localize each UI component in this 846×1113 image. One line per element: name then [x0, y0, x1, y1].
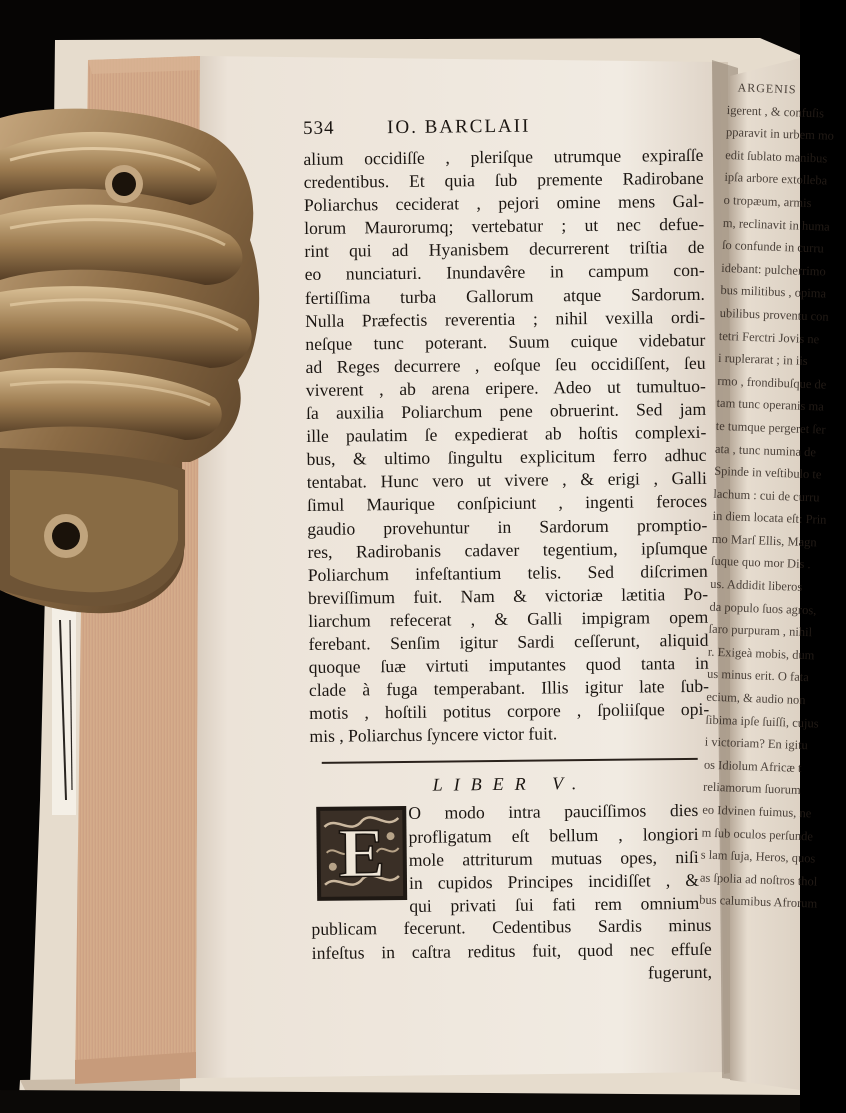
text-line: ſimul Maurique conſpiciunt , ingenti feroces: [306, 491, 708, 516]
catchword: fugerunt,: [647, 961, 713, 983]
facing-text-line: i ruplerarat ; in iis: [717, 350, 808, 369]
facing-text-line: s lam ſuja, Heros, quos: [700, 847, 816, 866]
facing-text-line: i victoriam? En igitu: [704, 734, 809, 753]
text-line: quoque ſuæ virtuti imputantes quod tanta in: [308, 652, 709, 678]
text-line: profligatum eſt bellum , longiori: [408, 823, 699, 847]
facing-text-line: m, reclinavit in huma: [722, 215, 830, 234]
text-line: eo nunciaturi. Inundavêre in campum con-: [304, 260, 705, 285]
text-line: qui privati ſui fati rem omnium: [409, 892, 700, 916]
running-title: IO. BARCLAII: [386, 115, 531, 139]
facing-text-line: mo Marſ Ellis, Magn: [711, 531, 817, 550]
facing-text-line: edit ſublato manibus: [725, 147, 828, 166]
facing-text-line: igerent , & confuſis: [726, 102, 825, 120]
facing-text-line: idebant: pulcherrimo: [721, 260, 826, 279]
text-line: O modo intra pauciſſimos dies: [408, 800, 699, 824]
facing-text-line: bus militibus , opima: [720, 283, 827, 301]
dropcap-letter: E: [337, 815, 386, 894]
facing-text-line: Spinde in veſtibulo te: [713, 463, 822, 482]
text-line: ille paulatim ſe expedierat ab hoſtis complexi-: [306, 421, 707, 447]
section-rule: [322, 758, 698, 764]
text-line: tentabat. Hunc vero ut vivere , & erigi , Galli: [306, 468, 707, 493]
tail-text: [311, 914, 711, 964]
text-line: motis , hoſtili potitus corpore , ſpoliiſque opi-: [309, 699, 710, 724]
liber-opening: [310, 799, 711, 918]
liber-opening-lines: [408, 799, 699, 917]
body-text: [303, 144, 709, 749]
facing-text-line: ſaro purpuram , nihil: [708, 621, 813, 640]
ornamental-dropcap: [316, 806, 407, 901]
text-line: liarchum refecerat , & Galli impigram opem: [308, 606, 709, 631]
text-line: neſque tunc poterant. Suum cuique videbatur: [305, 329, 706, 354]
text-line: lorum Maurorumq; vertebatur ; ut nec defue-: [304, 214, 705, 239]
text-line: mis , Poliarchus ſyncere victor fuit.: [309, 723, 558, 747]
text-line: alium occidiſſe , pleriſque utrumque expiraſſe: [303, 144, 704, 169]
facing-text-line: da populo ſuos agros,: [709, 599, 817, 618]
text-line: clade à fuga temperabant. Illis igitur late ſub-: [308, 675, 710, 701]
facing-text-line: o tropæum, armis: [723, 192, 812, 210]
facing-text-line: us. Addidit liberos: [710, 576, 803, 594]
text-line: Nulla Præfectis reverentia ; nihil vexilla ordi-: [305, 306, 706, 331]
text-line: ſa auxilia Poliarchum pene obruerint. Sed jam: [305, 398, 707, 424]
text-line: res, Radirobanis cadaver tegentium, ipſumque: [307, 537, 708, 562]
page-number: 534: [303, 117, 335, 139]
facing-text-line: us minus erit. O fata: [706, 667, 810, 685]
text-line: mole attriturum mutuas opes, niſi: [408, 846, 699, 870]
facing-text-line: tetri Ferctri Jovis ne: [718, 328, 820, 346]
text-line: breviſſimum fuit. Nam & victoriæ lætitia Po-: [307, 583, 709, 608]
facing-text-line: r. Exigeà mobis, dum: [707, 644, 815, 663]
facing-text-line: te tumque pergeret ſer: [715, 418, 826, 437]
book-heading: LIBER V.: [432, 773, 588, 796]
running-head: [303, 114, 703, 148]
facing-text-line: reliamorum ſuorum: [702, 779, 801, 798]
text-line: ad Reges decurrere , eoſque ſeu occidiſſent, ſeu: [305, 352, 706, 377]
facing-text-line: ubilibus proventu con: [719, 305, 829, 324]
text-line: viverent , ab arena eripere. Adeo ut tumultuo-: [305, 375, 706, 400]
facing-text-line: eo Idvinen fuimus, ne: [702, 802, 812, 821]
facing-text-line: in diem locata eſt: Prin: [712, 509, 827, 527]
text-line: infeſtus in caſtra reditus fuit, quod nec effuſe: [311, 938, 712, 963]
facing-text-line: tam tunc operanis ma: [716, 396, 825, 414]
facing-text-line: ſo confunde in curru: [721, 238, 824, 256]
facing-text-line: bus calumibus Afrorum: [698, 892, 818, 911]
facing-text-line: ecium, & audio non: [706, 689, 806, 708]
text-line: fertiſſima turba Gallorum atque Sardorum.: [304, 283, 705, 308]
facing-text-line: as ſpolia ad noſtros thol: [699, 870, 818, 889]
facing-text-line: lachum : cui de curru: [713, 486, 820, 505]
text-line: gaudio provehuntur in Sardorum promptio-: [307, 514, 708, 539]
facing-text-line: ata , tunc numina de: [714, 441, 817, 459]
facing-text-line: ſuque quo mor Dis .: [710, 554, 811, 572]
page-text-block: [303, 114, 712, 988]
text-line: rint qui ad Hyanisbem decurrerent triſtia de: [304, 237, 705, 262]
facing-text-line: rmo , frondibuſque de: [717, 373, 827, 392]
facing-text-line: ipſa arbore extolleba: [724, 170, 828, 188]
text-line: Poliarchum infeſtantium telis. Sed diſcrimen: [307, 560, 708, 585]
facing-text-line: m ſub oculos perſunde: [701, 825, 814, 844]
facing-text-line: ſibima ipſe ſuiſſi, cujus: [705, 712, 819, 731]
text-line: bus, & ultimo ſingultu explicitum ferro adhuc: [306, 445, 707, 470]
text-line: in cupidos Principes incidiſſet , &: [408, 869, 700, 893]
facing-text-line: os Idiolum Africæ t: [703, 757, 802, 775]
text-line: credentibus. Et quia ſub premente Radirobane: [303, 167, 704, 193]
text-line: ferebant. Senſim igitur Sardi ceſſerunt, aliquid: [308, 629, 709, 654]
text-line: Poliarchus ceciderat , pejori omine mens Gal-: [303, 190, 704, 216]
text-line: publicam fecerunt. Cedentibus Sardis minus: [311, 915, 712, 940]
facing-text-line: pparavit in urbem mo: [725, 125, 835, 143]
facing-running-head: ARGENIS: [737, 80, 797, 97]
